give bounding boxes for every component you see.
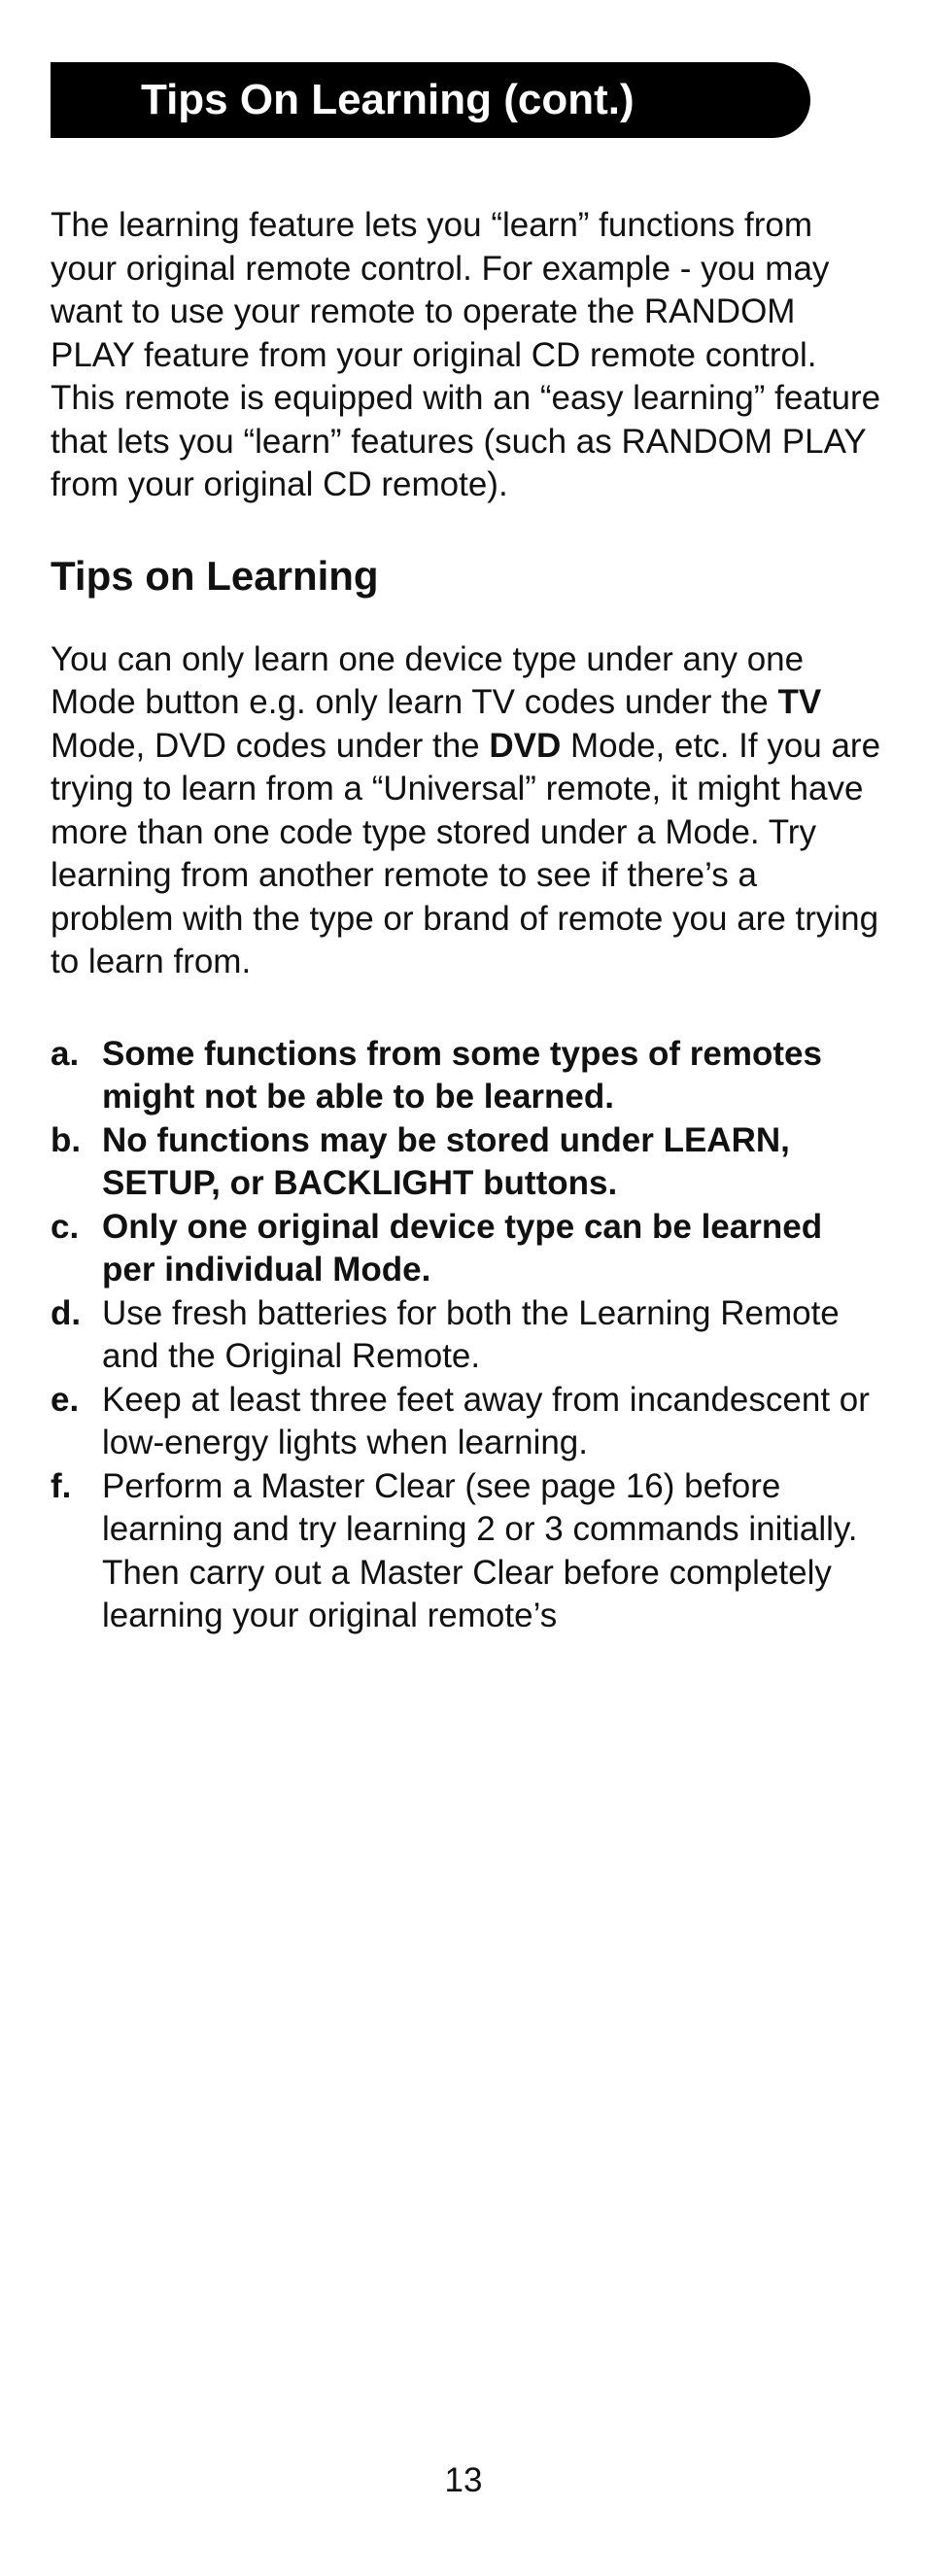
list-item — [51, 1206, 886, 1292]
intro-paragraph: The learning feature lets you “learn” functions from your original remote control. For example - you may want to use your remote to operate the RANDOM PLAY feature from your original CD remote control. This remote is equipped with an “easy learning” feature that lets you “learn” features (such as RANDOM PLAY from your original CD remote). — [51, 206, 881, 503]
list-item-text: Use fresh batteries for both the Learning Remote and the Original Remote. — [102, 1293, 840, 1376]
list-item-letter: d. — [51, 1293, 82, 1332]
list-item — [51, 1033, 886, 1119]
section-heading: Tips on Learning — [51, 552, 379, 599]
list-item-letter: b. — [51, 1120, 82, 1159]
tips-paragraph — [51, 638, 886, 984]
list-item-text: No functions may be stored under LEARN, SETUP, or BACKLIGHT buttons. — [102, 1120, 790, 1203]
list-item-text: Perform a Master Clear (see page 16) before learning and try learning 2 or 3 commands initially. Then carry out a Master Clear before completely learning your original remote’s — [102, 1466, 858, 1635]
page-title: Tips On Learning (cont.) — [141, 76, 635, 123]
dvd-mode-label: DVD — [489, 726, 562, 765]
list-item — [51, 1465, 886, 1638]
tips-paragraph-part-3: Mode, etc. If you are trying to learn from a “Universal” remote, it might have more than one code type stored under a Mode. Try learning from another remote to see if there’s a problem with the type or brand of remote you are trying to learn from. — [51, 726, 881, 981]
list-item-letter: a. — [51, 1034, 80, 1073]
list-item-text: Only one original device type can be learned per individual Mode. — [102, 1207, 823, 1289]
list-item-letter: c. — [51, 1207, 80, 1246]
list-item — [51, 1119, 886, 1206]
list-item — [51, 1292, 886, 1379]
list-item-letter: e. — [51, 1380, 80, 1419]
page-number: 13 — [444, 2461, 483, 2499]
tips-paragraph-part-2: Mode, DVD codes under the — [51, 726, 490, 765]
tips-paragraph-part-1: You can only learn one device type under any one Mode button e.g. only learn TV codes under the — [51, 639, 805, 722]
list-item-letter: f. — [51, 1466, 72, 1505]
tv-mode-label: TV — [777, 683, 822, 722]
list-item — [51, 1379, 886, 1465]
section-header-bar — [51, 62, 810, 138]
list-item-text: Some functions from some types of remotes might not be able to be learned. — [102, 1034, 822, 1116]
page-content — [51, 204, 886, 1638]
list-item-text: Keep at least three feet away from incandescent or low-energy lights when learning. — [102, 1380, 870, 1462]
tips-list — [51, 1033, 886, 1638]
